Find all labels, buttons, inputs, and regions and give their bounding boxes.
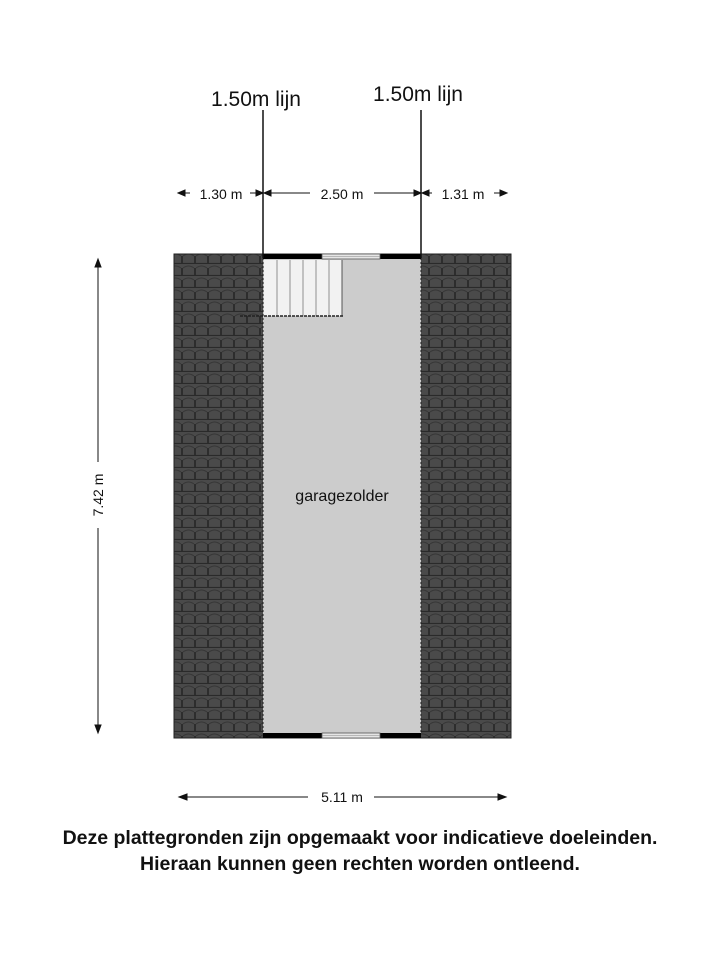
window-bottom <box>322 733 380 738</box>
room-label: garagezolder <box>295 488 389 505</box>
dimension-top-right: 1.31 m <box>441 186 485 202</box>
window-top <box>322 254 380 259</box>
line-label-right: 1.50m lijn <box>373 83 463 106</box>
roof-left <box>174 254 263 738</box>
dimension-height-label: 7.42 m <box>90 473 106 517</box>
disclaimer-line-2: Hieraan kunnen geen rechten worden ontleend. <box>140 853 580 875</box>
dimension-top-mid: 2.50 m <box>320 186 364 202</box>
disclaimer-line-1: Deze plattegronden zijn opgemaakt voor indicatieve doeleinden. <box>62 827 658 849</box>
dimension-top-left: 1.30 m <box>199 186 243 202</box>
dimension-width-label: 5.11 m <box>321 789 363 805</box>
roof-right <box>421 254 511 738</box>
line-label-left: 1.50m lijn <box>211 88 301 111</box>
